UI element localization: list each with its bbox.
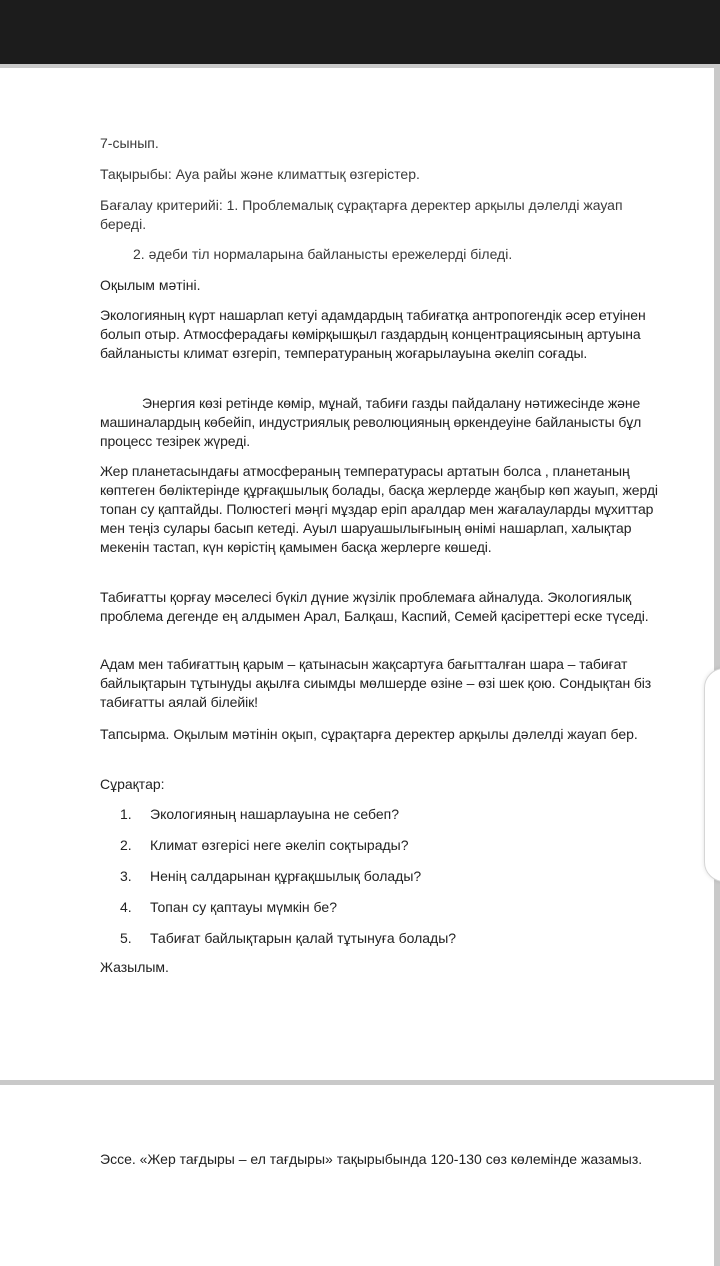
reading-paragraph-5: Адам мен табиғаттың қарым – қатынасын жақсартуға бағытталған шара – табиғат байлықтарын тұтынуды ақылға сиымды мөлшерде өзіне – өзі шек қою. Сондықтан біз табиғатты аялай білейік!: [100, 656, 652, 710]
reading-paragraph-2: Энергия көзі ретінде көмір, мұнай, табиғи газды пайдалану нәтижесінде және машиналардың көбейіп, индустриялық революцияның өркендеуіне байланысты бұл процесс тезірек жүреді.: [100, 395, 642, 449]
reading-paragraph-1: Экологияның күрт нашарлап кетуі адамдардың табиғатқа антропогендік әсер етуінен болып отыр. Атмосферадағы көмірқышқыл газдардың концентрациясының артуына байланысты климат өзгеріп, температураның жоғарылауына әкеліп соғады.: [100, 307, 646, 361]
question-text: Экологияның нашарлауына не себеп?: [150, 806, 400, 822]
question-item: [120, 867, 456, 898]
scroll-handle[interactable]: [704, 668, 720, 882]
reading-paragraph-3: Жер планетасындағы атмосфераның температурасы артатын болса , планетаның көптеген бөліктерінде құрғақшылық болады, басқа жерлерде жаңбыр көп жауып, жерді топан су қаптайды. Полюстегі мәңгі мұздар еріп аралдар мен жағалауларды мұхиттар мен теңіз сулары басып кетеді. Ауыл шаруашылығының өнімі нашарлап, халықтар мекенін тастап, күн көрістің қамымен басқа жерлерге көшеді.: [100, 463, 658, 555]
question-text: Ненің салдарынан құрғақшылық болады?: [150, 868, 422, 884]
question-item: [120, 929, 456, 960]
question-item: [120, 898, 456, 929]
criteria-line-1: Бағалау критерийі: 1. Проблемалық сұрақтарға деректер арқылы дәлелді жауап береді.: [100, 197, 623, 232]
document-page-2: [0, 1085, 714, 1266]
question-number: 5.: [120, 930, 132, 946]
question-item: [120, 805, 456, 836]
task-text: Тапсырма. Оқылым мәтінін оқып, сұрақтарға деректер арқылы дәлелді жауап бер.: [100, 726, 638, 742]
document-page-1: [0, 68, 714, 1080]
viewer-top-bar: [0, 0, 720, 64]
questions-heading: Сұрақтар:: [100, 776, 165, 792]
question-text: Табиғат байлықтарын қалай тұтынуға болады?: [150, 930, 457, 946]
topic-line: Тақырыбы: Ауа райы және климаттық өзгерістер.: [100, 166, 420, 182]
reading-paragraph-4: Табиғатты қорғау мәселесі бүкіл дүние жүзілік проблемаға айналуда. Экологиялық проблема дегенде ең алдымен Арал, Балқаш, Каспий, Семей қасіреттері еске түседі.: [100, 589, 649, 624]
question-number: 2.: [120, 837, 132, 853]
question-number: 1.: [120, 806, 132, 822]
criteria-line-2: 2. әдеби тіл нормаларына байланысты ережелерді біледі.: [133, 246, 513, 262]
question-text: Топан су қаптауы мүмкін бе?: [150, 899, 337, 915]
question-number: 4.: [120, 899, 132, 915]
essay-text: Эссе. «Жер тағдыры – ел тағдыры» тақырыбында 120-130 сөз көлемінде жазамыз.: [100, 1151, 643, 1167]
grade-line: 7-сынып.: [100, 135, 159, 151]
reading-heading: Оқылым мәтіні.: [100, 277, 201, 293]
question-number: 3.: [120, 868, 132, 884]
question-item: [120, 836, 456, 867]
questions-list: [120, 805, 456, 960]
writing-heading: Жазылым.: [100, 959, 169, 975]
question-text: Климат өзгерісі неге әкеліп соқтырады?: [150, 837, 409, 853]
